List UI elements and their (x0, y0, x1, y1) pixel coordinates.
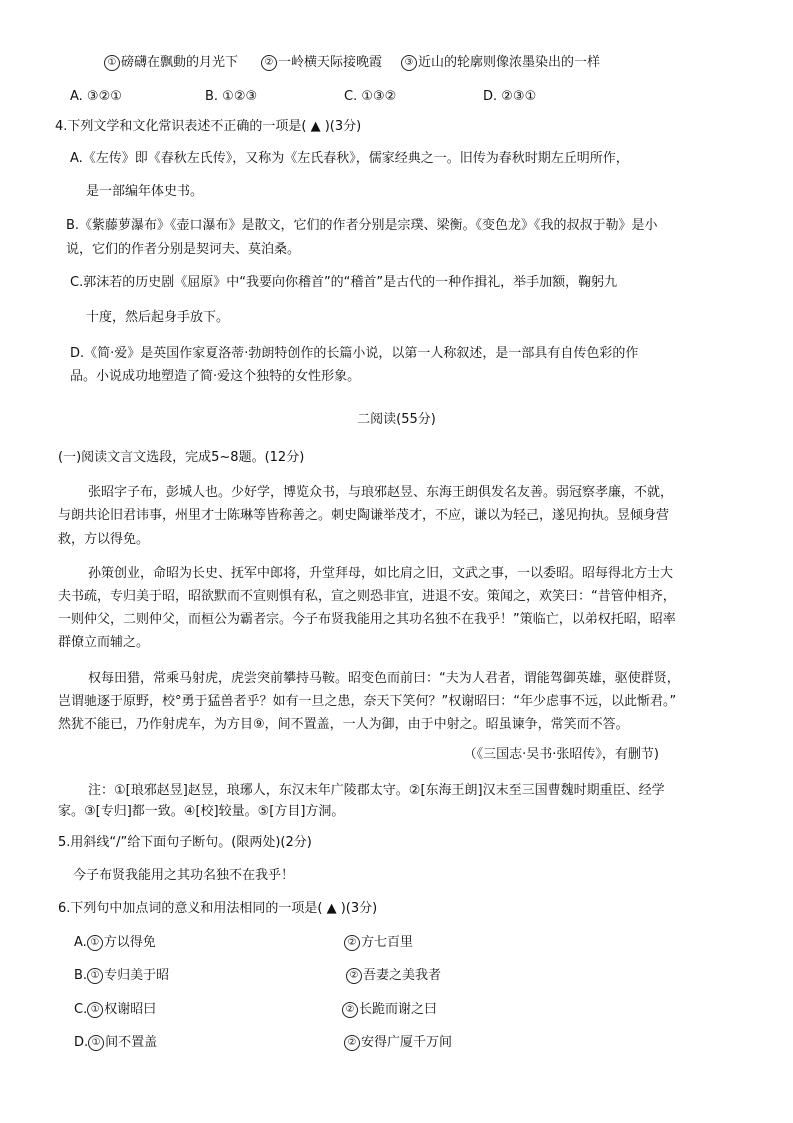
circled-number: ② (261, 55, 277, 71)
passage-p3-line3: 然犹不能已，乃作射虎车，为方目⑨，间不置盖，一人为御，由于中射之。昭虽谏争，常笑而不答。 (58, 717, 629, 732)
q3-option-d: D. ②③① (483, 89, 537, 104)
passage-p1-line2: 与朗共论旧君讳事，州里才士陈琳等皆称善之。刺史陶谦举茂才，不应，谦以为轻己，遂见拘执。昱倾身营 (58, 508, 670, 523)
option-text: 方以得免 (103, 935, 156, 950)
q4-option-b-line1: B.《紫藤萝瀑布》《壶口瀑布》是散文，它们的作者分别是宗璞、梁衡。《变色龙》《我的叔叔于勒》是小 (66, 218, 658, 233)
q5-sentence: 今子布贤我能用之其功名独不在我乎！ (73, 868, 295, 883)
circled-number: ② (344, 1035, 360, 1051)
passage-p2-line2: 夫书疏，专归美于昭，昭欲默而不宣则惧有私，宣之则恐非宜，进退不安。策闻之，欢笑曰：“昔管仲相齐， (58, 589, 676, 604)
circled-number: ③ (401, 55, 417, 71)
passage-note-line1: 注：①[琅邪赵昱]赵昱，琅琊人，东汉末年广陵郡太守。②[东海王朗]汉末至三国曹魏时期重臣、经学 (88, 783, 665, 798)
passage-p1-line1: 张昭字子布，彭城人也。少好学，博览众书，与琅邪赵昱、东海王朗俱发名友善。弱冠察孝廉，不就， (88, 485, 674, 500)
q6-stem: 6.下列句中加点词的意义和用法相同的一项是( ▲ )(3分) (58, 901, 378, 916)
option-letter: D. (74, 1035, 89, 1050)
circled-number: ② (346, 968, 362, 984)
q3-item-text: 近山的轮廓则像浓墨染出的一样 (418, 55, 601, 70)
q6-option-a-second (344, 934, 413, 952)
q4-option-a-line1: A.《左传》即《春秋左氏传》，又称为《左氏春秋》，儒家经典之一。旧传为春秋时期左丘明所作， (70, 151, 629, 166)
option-letter: A. (74, 935, 87, 950)
option-letter: C. (74, 1002, 88, 1017)
circled-number: ① (87, 968, 103, 984)
passage-p3-line1: 权每田猎，常乘马射虎，虎尝突前攀持马鞍。昭变色而前曰：“夫为人君者，谓能驾御英雄，驱使群贤， (88, 671, 680, 686)
q6-option-b-first (74, 967, 169, 985)
part-1-heading: (一)阅读文言文选段，完成5~8题。(12分) (58, 450, 305, 465)
q6-option-c-first (74, 1001, 156, 1019)
passage-p3-line2: 岂谓驰逐于原野，校°勇于猛兽者乎？如有一旦之患，奈天下笑何？”权谢昭曰：“年少虑事不远，以此惭君。” (58, 694, 677, 709)
passage-p2-line1: 孙策创业，命昭为长史、抚军中郎将，升堂拜母，如比肩之旧，文武之事，一以委昭。昭每得北方士大 (88, 566, 674, 581)
q6-option-c-second (342, 1001, 437, 1019)
q3-option-c: C. ①③② (344, 89, 397, 104)
q3-item-text: 磅礴在飘動的月光下 (121, 55, 239, 70)
circled-number: ② (344, 935, 360, 951)
q4-option-b-line2: 说，它们的作者分别是契诃夫、莫泊桑。 (66, 242, 301, 257)
option-text: 间不置盖 (105, 1035, 158, 1050)
q3-item-text: 一岭横天际接晚霞 (278, 55, 383, 70)
option-text: 安得广厦千万间 (361, 1035, 453, 1050)
option-text: 方七百里 (361, 935, 414, 950)
q4-option-d-line1: D.《简·爱》是英国作家夏洛蒂·勃朗特创作的长篇小说，以第一人称叙述，是一部具有自传色彩的作 (70, 346, 639, 361)
option-text: 专归美于昭 (104, 968, 170, 983)
q6-option-d-second (344, 1034, 452, 1052)
q4-option-d-line2: 品。小说成功地塑造了简·爱这个独特的女性形象。 (70, 369, 361, 384)
q4-option-c-line1: C.郭沫若的历史剧《屈原》中“我要向你稽首”的“稽首”是古代的一种作揖礼，举手加额，鞠躬九 (70, 275, 618, 290)
q5-stem: 5.用斜线“/”给下面句子断句。(限两处)(2分) (58, 835, 312, 850)
q4-option-a-line2: 是一部编年体史书。 (86, 184, 204, 199)
q4-stem: 4.下列文学和文化常识表述不正确的一项是( ▲ )(3分) (55, 119, 362, 134)
option-text: 长跪而谢之曰 (359, 1002, 438, 1017)
option-letter: B. (74, 968, 88, 983)
q4-option-c-line2: 十度，然后起身手放下。 (86, 310, 230, 325)
passage-source: （《三国志·吴书·张昭传》，有删节) (463, 747, 659, 762)
q3-item-3 (401, 54, 600, 72)
circled-number: ② (342, 1002, 358, 1018)
option-text: 吾妻之美我者 (363, 968, 442, 983)
circled-number: ① (87, 1002, 103, 1018)
passage-p2-line4: 群僚立而辅之。 (58, 635, 150, 650)
circled-number: ① (87, 935, 103, 951)
q3-option-a: A. ③②① (70, 89, 122, 104)
passage-note-line2: 家。③[专归]都一致。④[校]较量。⑤[方目]方洞。 (58, 804, 345, 819)
passage-p1-line3: 救，方以得免。 (58, 532, 150, 547)
passage-p2-line3: 一则仲父，二则仲父，而桓公为霸者宗。今子布贤我能用之其功名独不在我乎！”策临亡，以弟权托昭，昭率 (58, 612, 676, 627)
q6-option-b-second (346, 967, 441, 985)
q6-option-d-first (74, 1034, 157, 1052)
q3-item-1 (104, 54, 238, 72)
circled-number: ① (104, 55, 120, 71)
q3-option-b: B. ①②③ (205, 89, 258, 104)
section-title: 二阅读(55分) (357, 412, 436, 427)
q3-item-2 (261, 54, 382, 72)
option-text: 权谢昭曰 (104, 1002, 157, 1017)
q6-option-a-first (74, 934, 156, 952)
circled-number: ① (88, 1035, 104, 1051)
